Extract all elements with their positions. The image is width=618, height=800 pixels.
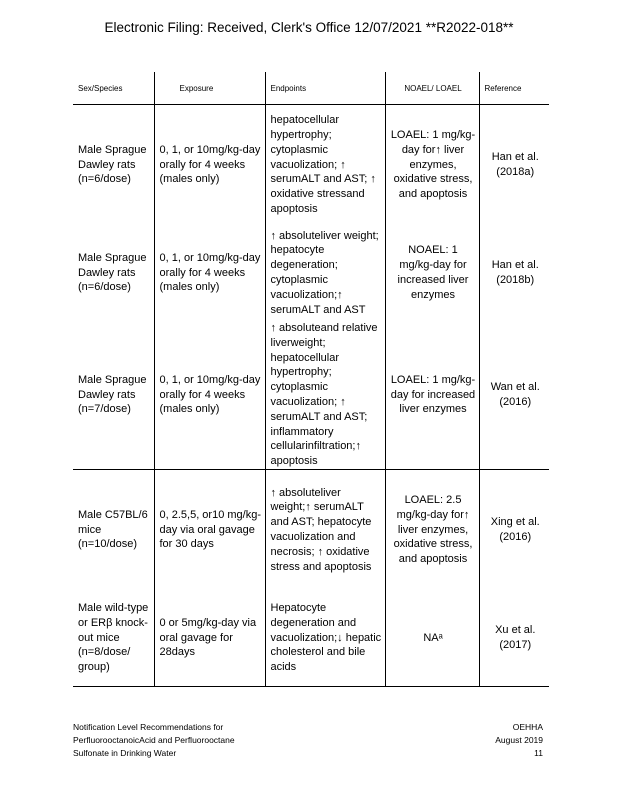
column-header-species: Sex/Species	[73, 72, 154, 105]
footer-date: August 2019	[495, 735, 543, 745]
noael-loael-cell: LOAEL: 2.5 mg/kg-day for↑ liver enzymes, oxidative stress, and apoptosis	[385, 469, 479, 590]
exposure-cell: 0, 1, or 10mg/kg-day orally for 4 weeks (males only)	[154, 225, 265, 321]
footer-title-line-3: Sulfonate in Drinking Water	[73, 748, 177, 758]
table-row	[73, 225, 549, 321]
column-header-reference: Reference	[479, 72, 549, 105]
column-header-exposure: Exposure	[154, 72, 265, 105]
noael-loael-cell: NOAEL: 1 mg/kg-day for increased liver enzymes	[385, 225, 479, 321]
exposure-cell: 0 or 5mg/kg-day via oral gavage for 28days	[154, 590, 265, 687]
column-header-noael-loael: NOAEL/ LOAEL	[385, 72, 479, 105]
noael-loael-cell: LOAEL: 1 mg/kg-day for↑ liver enzymes, oxidative stress, and apoptosis	[385, 105, 479, 226]
footer-title-line-1: Notification Level Recommendations for	[73, 722, 224, 732]
table-row	[73, 321, 549, 469]
endpoints-cell: Hepatocyte degeneration and vacuolization;↓ hepatic cholesterol and bile acids	[265, 590, 385, 687]
liver-toxicity-table	[73, 72, 549, 687]
species-cell: Male Sprague Dawley rats (n=6/dose)	[78, 251, 147, 294]
noael-loael-cell: NAᵃ	[385, 590, 479, 687]
reference-cell: Xu et al. (2017)	[479, 590, 549, 687]
species-cell: Male wild-type or ERβ knock-out mice (n=8/dose/ group)	[73, 590, 154, 687]
noael-loael-cell: LOAEL: 1 mg/kg-day for increased liver enzymes	[385, 321, 479, 469]
endpoints-cell: hepatocellular hypertrophy; cytoplasmic vacuolization; ↑ serumALT and AST; ↑ oxidative stressand apoptosis	[265, 105, 385, 226]
endpoints-cell: ↑ absoluteliver weight; hepatocyte degeneration; cytoplasmic vacuolization;↑ serumALT and AST	[265, 225, 385, 321]
exposure-cell: 0, 1, or 10mg/kg-day orally for 4 weeks (males only)	[154, 105, 265, 226]
footer-title-line-2: PerfluorooctanoicAcid and Perfluorooctane	[73, 735, 235, 745]
table-row	[73, 469, 549, 590]
table-row	[73, 105, 549, 226]
exposure-cell: 0, 1, or 10mg/kg-day orally for 4 weeks (males only)	[154, 321, 265, 469]
species-cell: Male Sprague Dawley rats (n=7/dose)	[78, 373, 147, 416]
table-header-row	[73, 72, 549, 105]
column-header-endpoints: Endpoints	[265, 72, 385, 105]
endpoints-cell: ↑ absoluteliver weight;↑ serumALT and AST; hepatocyte vacuolization and necrosis; ↑ oxidative stress and apoptosis	[265, 469, 385, 590]
reference-cell: Han et al. (2018a)	[479, 105, 549, 226]
footer-agency: OEHHA	[512, 722, 543, 732]
reference-cell: Xing et al. (2016)	[479, 469, 549, 590]
species-cell: Male Sprague Dawley rats (n=6/dose)	[78, 143, 147, 186]
reference-cell: Han et al. (2018b)	[479, 225, 549, 321]
endpoints-cell: ↑ absoluteand relative liverweight; hepatocellular hypertrophy; cytoplasmic vacuolization; ↑ serumALT and AST; inflammatory cellularinfiltration;↑ apoptosis	[265, 321, 385, 469]
page-number: 11	[534, 748, 543, 758]
electronic-filing-stamp: Electronic Filing: Received, Clerk's Office 12/07/2021 **R2022-018**	[104, 20, 514, 35]
exposure-cell: 0, 2.5,5, or10 mg/kg-day via oral gavage for 30 days	[154, 469, 265, 590]
table-row	[73, 590, 549, 687]
reference-cell: Wan et al. (2016)	[479, 321, 549, 469]
species-cell: Male C57BL/6 mice (n=10/dose)	[73, 469, 154, 590]
